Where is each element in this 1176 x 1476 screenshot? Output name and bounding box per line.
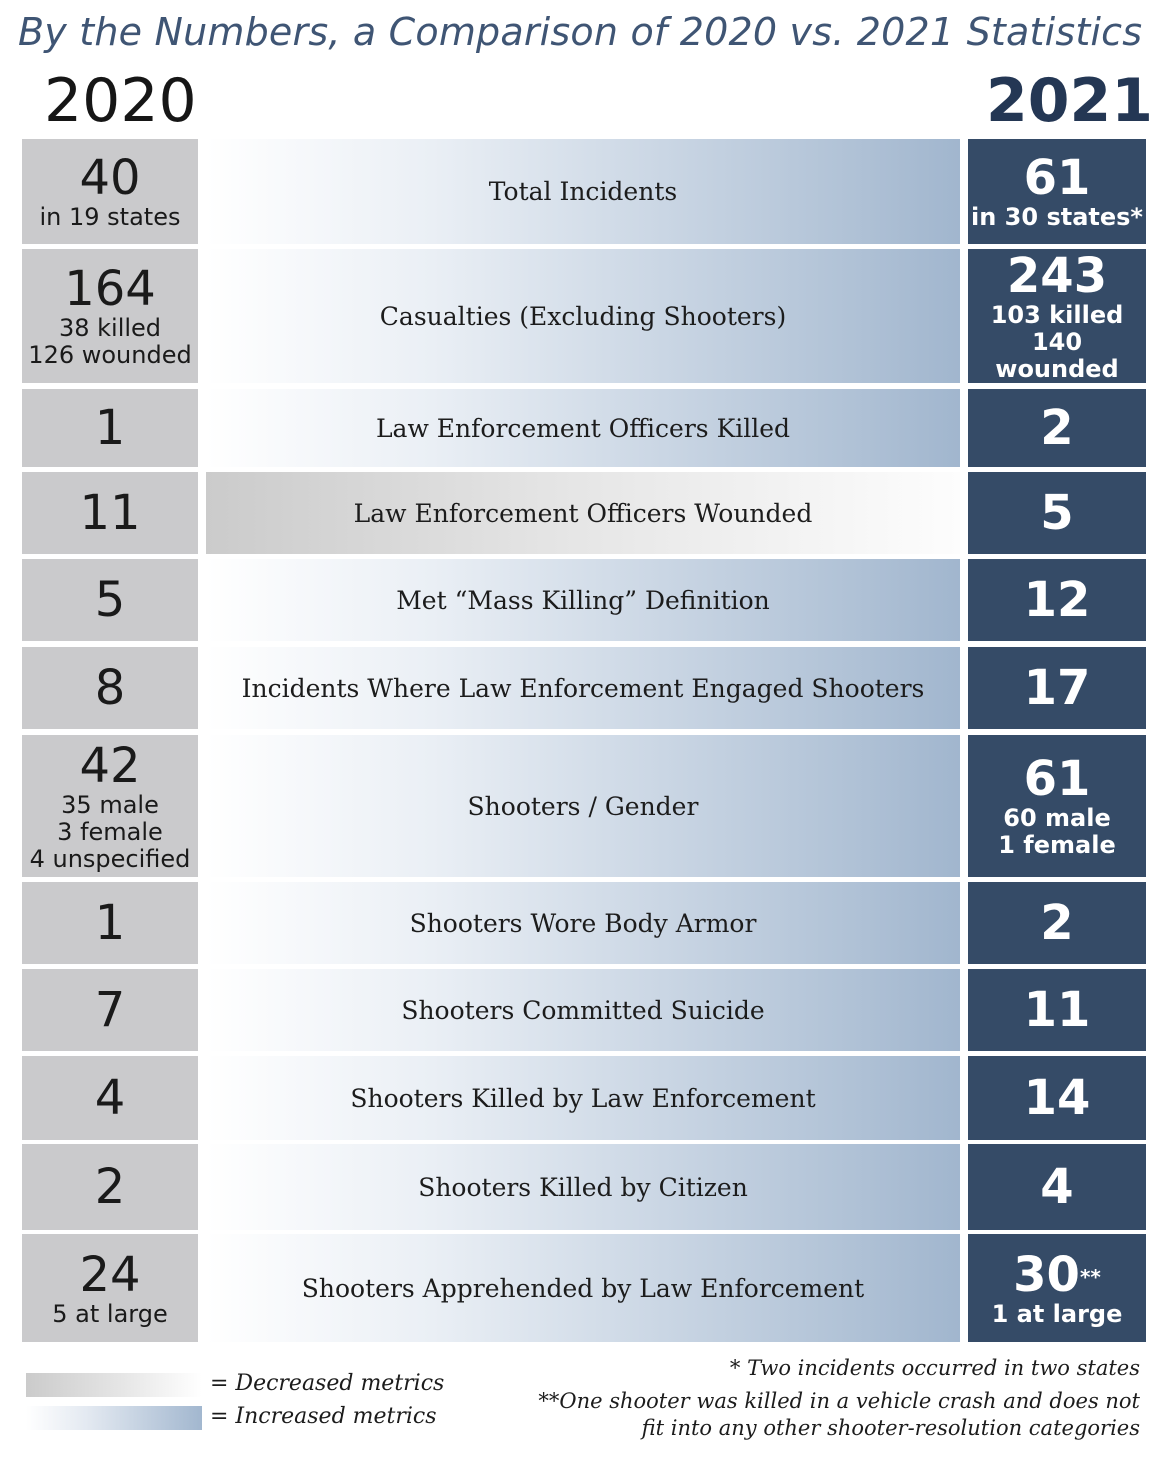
metric-label: Shooters / Gender xyxy=(206,735,960,877)
table-row xyxy=(0,969,1176,1051)
value-2021-cell xyxy=(968,882,1146,964)
value-2021-cell xyxy=(968,735,1146,877)
metric-label: Met “Mass Killing” Definition xyxy=(206,559,960,641)
value-2020: 5 xyxy=(94,572,126,628)
value-2021-detail: in 30 states* xyxy=(971,203,1143,231)
value-2021-wrap xyxy=(1024,984,1091,1036)
value-2021-cell xyxy=(968,389,1146,467)
value-2020-detail: 35 male xyxy=(61,790,159,819)
value-2020-detail: in 19 states xyxy=(39,203,181,231)
table-row xyxy=(0,1144,1176,1230)
value-2021-wrap xyxy=(1024,152,1091,204)
value-2021: 243 xyxy=(1006,247,1108,304)
table-row xyxy=(0,882,1176,964)
value-2020: 24 xyxy=(79,1246,141,1303)
value-2020-cell xyxy=(22,969,198,1051)
increased-legend-label: = Increased metrics xyxy=(210,1404,437,1429)
value-2020-detail: 126 wounded xyxy=(28,341,192,369)
metric-label: Total Incidents xyxy=(206,139,960,244)
value-2021-cell xyxy=(968,559,1146,641)
value-2021-detail: 140 wounded xyxy=(995,327,1119,383)
table-row xyxy=(0,1234,1176,1342)
increased-legend-swatch xyxy=(26,1406,202,1430)
footnote-mark: ** xyxy=(1079,1264,1101,1289)
metric-label: Shooters Apprehended by Law Enforcement xyxy=(206,1234,960,1342)
value-2021-wrap xyxy=(1024,1072,1091,1124)
table-row xyxy=(0,647,1176,729)
decreased-legend-swatch xyxy=(26,1373,202,1397)
value-2020: 8 xyxy=(94,660,126,716)
metric-label: Shooters Killed by Law Enforcement xyxy=(206,1056,960,1140)
value-2021-cell xyxy=(968,647,1146,729)
value-2021-wrap xyxy=(1040,1161,1073,1213)
value-2020-cell xyxy=(22,472,198,554)
footnote-states: * Two incidents occurred in two states xyxy=(729,1356,1140,1380)
metric-label: Law Enforcement Officers Wounded xyxy=(206,472,960,554)
value-2020: 11 xyxy=(79,485,141,541)
value-2020-cell xyxy=(22,735,198,877)
footnote-vehicle-crash: **One shooter was killed in a vehicle crash and does not xyxy=(538,1389,1140,1413)
value-2021: 12 xyxy=(1023,572,1091,628)
value-2021: 2 xyxy=(1040,400,1074,456)
value-2021: 17 xyxy=(1023,660,1091,716)
value-2021-detail: 60 male xyxy=(1003,804,1111,832)
value-2020: 1 xyxy=(94,895,126,951)
table-row xyxy=(0,139,1176,244)
year-2020-heading: 2020 xyxy=(44,66,197,136)
value-2021: 5 xyxy=(1040,485,1074,541)
value-2020: 42 xyxy=(79,737,141,794)
value-2020-cell xyxy=(22,1234,198,1342)
value-2021-cell xyxy=(968,969,1146,1051)
decreased-legend-label: = Decreased metrics xyxy=(210,1371,445,1396)
value-2021-wrap xyxy=(1024,662,1091,714)
table-row xyxy=(0,1056,1176,1140)
value-2021: 61 xyxy=(1023,751,1091,807)
value-2020-cell xyxy=(22,559,198,641)
value-2021-cell xyxy=(968,249,1146,383)
value-2021-cell xyxy=(968,472,1146,554)
value-2021-cell xyxy=(968,1234,1146,1342)
value-2020-detail: 5 at large xyxy=(52,1299,168,1328)
value-2020: 1 xyxy=(94,400,126,456)
value-2021-wrap xyxy=(1024,753,1091,805)
value-2021: 2 xyxy=(1040,895,1074,951)
value-2020: 2 xyxy=(94,1159,126,1215)
value-2020: 164 xyxy=(64,261,156,317)
value-2021-wrap xyxy=(1024,574,1091,626)
value-2021-cell xyxy=(968,1144,1146,1230)
metric-label: Casualties (Excluding Shooters) xyxy=(206,249,960,383)
metric-label: Shooters Killed by Citizen xyxy=(206,1144,960,1230)
value-2021-detail: 103 killed xyxy=(990,300,1124,329)
value-2021-wrap xyxy=(1040,897,1073,949)
metric-label: Incidents Where Law Enforcement Engaged Shooters xyxy=(206,647,960,729)
value-2021-detail: 1 at large xyxy=(991,1299,1123,1328)
value-2020-detail: 3 female xyxy=(57,817,163,846)
value-2020-detail: 4 unspecified xyxy=(29,844,191,873)
table-row xyxy=(0,389,1176,467)
value-2021: 61 xyxy=(1023,150,1091,206)
value-2020: 40 xyxy=(79,150,141,206)
value-2021-wrap xyxy=(1040,487,1073,539)
value-2020-cell xyxy=(22,389,198,467)
value-2020-cell xyxy=(22,1144,198,1230)
footnote-vehicle-crash-continued: fit into any other shooter-resolution categories xyxy=(641,1416,1140,1440)
value-2021: 4 xyxy=(1040,1159,1074,1215)
value-2021-wrap xyxy=(1013,1246,1101,1303)
value-2021: 30 xyxy=(1013,1246,1080,1303)
value-2021-wrap xyxy=(1006,247,1108,304)
table-row xyxy=(0,472,1176,554)
year-2021-heading: 2021 xyxy=(986,66,1153,136)
value-2020-detail: 38 killed xyxy=(58,314,162,342)
value-2021-cell xyxy=(968,1056,1146,1140)
value-2020: 4 xyxy=(94,1070,126,1126)
table-row xyxy=(0,735,1176,877)
metric-label: Shooters Committed Suicide xyxy=(206,969,960,1051)
table-row xyxy=(0,559,1176,641)
value-2020: 7 xyxy=(94,982,126,1038)
value-2021-cell xyxy=(968,139,1146,244)
value-2021-detail: 1 female xyxy=(998,831,1116,859)
value-2020-cell xyxy=(22,139,198,244)
table-row xyxy=(0,249,1176,383)
metric-label: Law Enforcement Officers Killed xyxy=(206,389,960,467)
value-2021: 14 xyxy=(1023,1070,1091,1126)
value-2020-cell xyxy=(22,882,198,964)
value-2021-wrap xyxy=(1040,402,1073,454)
value-2021: 11 xyxy=(1023,982,1091,1038)
page-title: By the Numbers, a Comparison of 2020 vs. 2021 Statistics xyxy=(18,10,1143,54)
metric-label: Shooters Wore Body Armor xyxy=(206,882,960,964)
value-2020-cell xyxy=(22,1056,198,1140)
value-2020-cell xyxy=(22,647,198,729)
value-2020-cell xyxy=(22,249,198,383)
